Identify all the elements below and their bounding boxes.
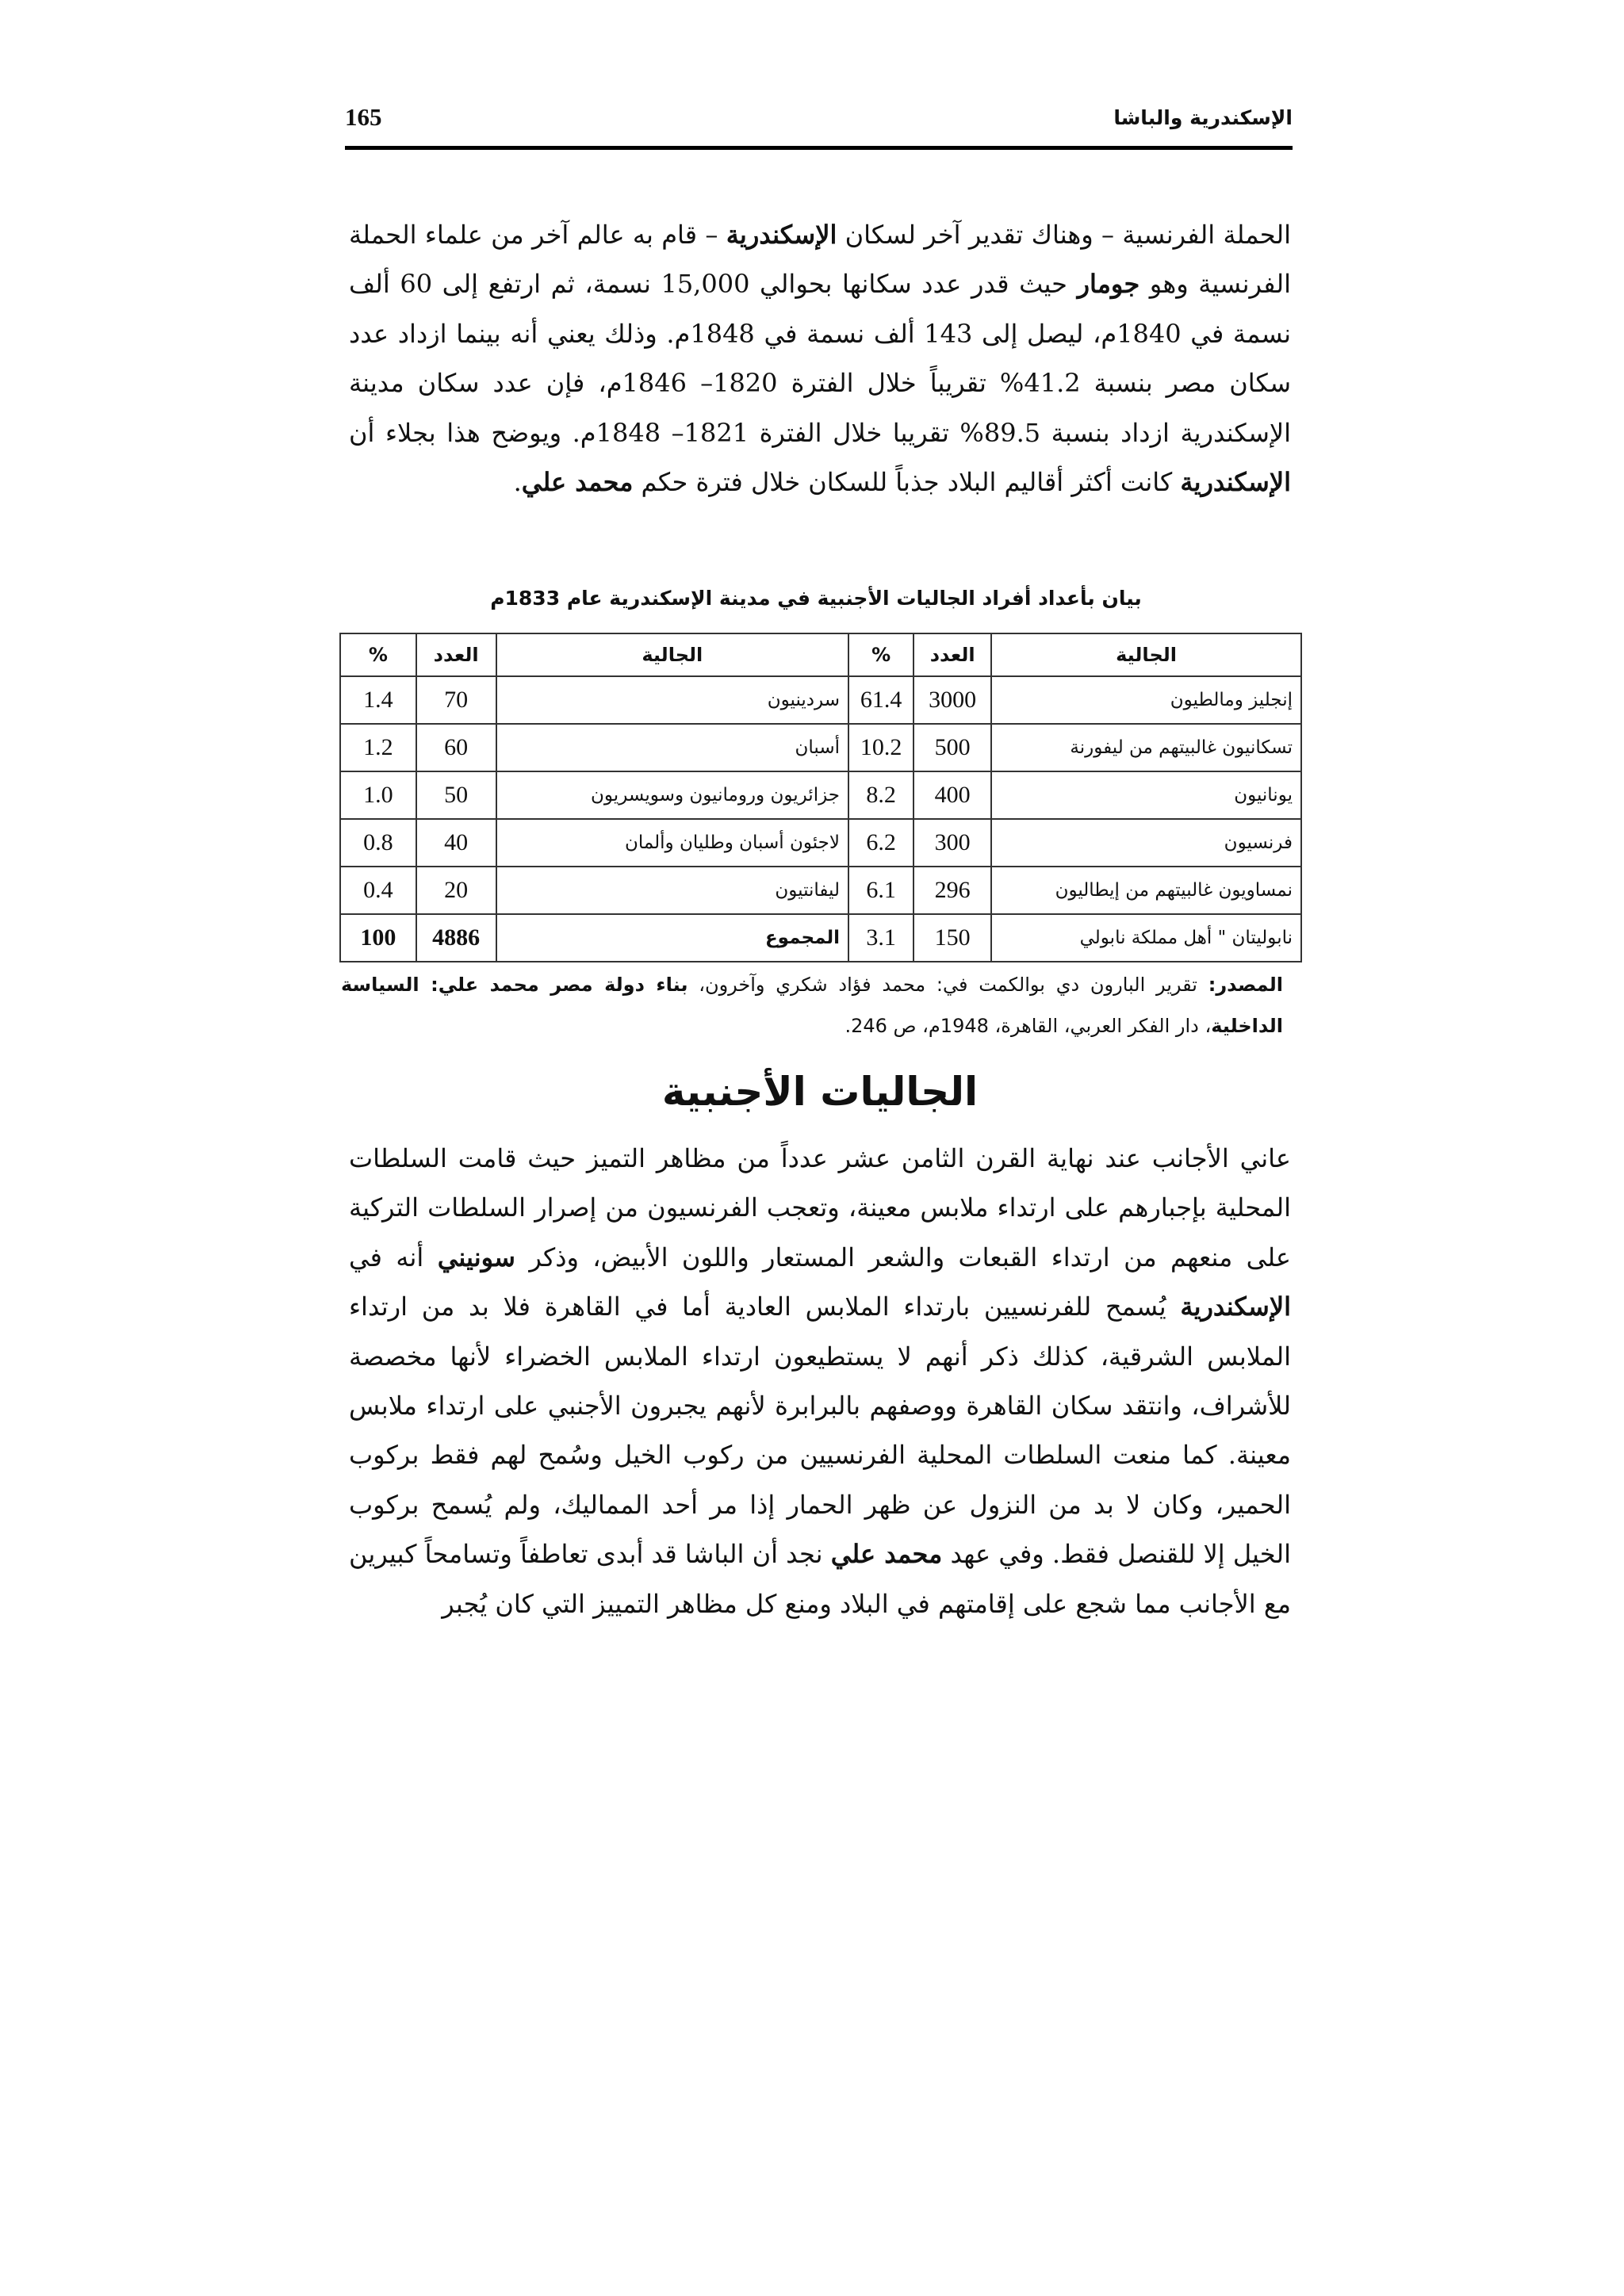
bold-term: بناء دولة مصر محمد علي: السياسة الداخلية [341,974,1283,1037]
cell-percent: 6.1 [848,867,914,914]
cell-count: 70 [416,676,496,724]
bold-term: سونيني [437,1242,515,1272]
cell-community: تسكانيون غالبيتهم من ليفورنة [991,724,1301,771]
cell-count: 60 [416,724,496,771]
cell-percent: 1.2 [340,724,416,771]
table-row [340,819,1301,867]
paragraph-foreign-communities [349,1134,1291,1628]
page-number: 165 [345,103,382,131]
cell-percent: 8.2 [848,771,914,819]
cell-community: ليفانتيون [496,867,848,914]
text-run: عاني الأجانب عند نهاية القرن الثامن عشر عدداً من مظاهر التميز حيث قامت السلطات المحلية بإجبارهم على ارتداء ملابس معينة، وتعجب الفرنسيون من إصرار السلطات التركية على منعهم من ارتداء القبعات والشعر المستعار واللون الأبيض، وذكر [349,1143,1292,1272]
cell-count: 300 [914,819,991,867]
text-run: نجد أن الباشا قد أبدى تعاطفاً وتسامحاً كبيرين مع الأجانب مما شجع على إقامتهم في البلاد ومنع كل مظاهر التمييز التي كان يُجبر [349,1539,1291,1619]
table-caption: بيان بأعداد أفراد الجاليات الأجنبية في مدينة الإسكندرية عام 1833م [490,587,1142,610]
table-row [340,676,1301,724]
cell-count: 20 [416,867,496,914]
text-run: الحملة الفرنسية – وهناك تقدير آخر لسكان [837,220,1292,250]
text-run: أنه في [349,1242,438,1272]
cell-total-count: 4886 [416,914,496,962]
header-rule [345,146,1293,150]
cell-count: 40 [416,819,496,867]
header-community: الجالية [991,633,1301,676]
table-row [340,771,1301,819]
cell-total-percent: 100 [340,914,416,962]
cell-community: جزائريون ورومانيون وسويسريون [496,771,848,819]
cell-count: 400 [914,771,991,819]
table-row [340,867,1301,914]
text-run: كانت أكثر أقاليم البلاد جذباً للسكان خلال فترة حكم [633,467,1181,498]
cell-community: نمساويون غالبيتهم من إيطاليون [991,867,1301,914]
header-community: الجالية [496,633,848,676]
text-run: حيث قدر عدد سكانها بحوالي 15,000 نسمة، ثم ارتفع إلى 60 ألف نسمة في 1840م، ليصل إلى 143 ألف نسمة في 1848م. وذلك يعني أنه بينما ازداد عدد سكان مصر بنسبة 41.2% تقريباً خلال الفترة 1820– 1846م، فإن عدد سكان مدينة الإسكندرية ازداد بنسبة 89.5% تقريبا خلال الفترة 1821– 1848م. ويوضح هذا بجلاء أن [349,269,1292,448]
table-source [341,964,1283,1047]
cell-percent: 0.4 [340,867,416,914]
cell-percent: 1.4 [340,676,416,724]
cell-percent: 61.4 [848,676,914,724]
table-header-row [340,633,1301,676]
text-run: ، دار الفكر العربي، القاهرة، 1948م، ص 246. [845,1015,1212,1037]
bold-term: محمد علي [521,467,634,498]
cell-percent: 3.1 [848,914,914,962]
bold-term: جومار [1077,269,1140,300]
cell-community: لاجئون أسبان وطليان وألمان [496,819,848,867]
bold-term: محمد علي [830,1539,943,1570]
header-count: العدد [416,633,496,676]
text-run: يُسمح للفرنسيين بارتداء الملابس العادية أما في القاهرة فلا بد من ارتداء الملابس الشرقية، كذلك ذكر أنهم لا يستطيعون ارتداء الملابس الخضراء لأنها مخصصة للأشراف، وانتقد سكان القاهرة ووصفهم بالبرابرة لأنهم يجبرون الأجنبي على ارتداء ملابس معينة. كما منعت السلطات المحلية الفرنسيين من ركوب الخيل وسُمح لهم فقط بركوب الحمير، وكان لا بد من النزول عن ظهر الحمار إذا مر أحد المماليك، ولم يُسمح بركوب الخيل إلا للقنصل فقط. وفي عهد [349,1292,1292,1570]
running-title: الإسكندرية والباشا [1113,106,1293,129]
bold-term: الإسكندرية [1180,467,1291,498]
text-run: . [513,467,522,498]
cell-count: 3000 [914,676,991,724]
page-header [345,103,1293,146]
cell-total-label: المجموع [496,914,848,962]
header-percent: % [340,633,416,676]
text-run: – قام به عالم آخر من علماء الحملة الفرنسية وهو [349,220,1292,300]
cell-count: 500 [914,724,991,771]
cell-community: يونانيون [991,771,1301,819]
cell-percent: 6.2 [848,819,914,867]
cell-count: 150 [914,914,991,962]
cell-percent: 1.0 [340,771,416,819]
cell-count: 50 [416,771,496,819]
paragraph-population [349,210,1291,507]
text-run: تقرير البارون دي بوالكمت في: محمد فؤاد شكري وآخرون، [688,974,1208,996]
communities-table [339,633,1302,962]
cell-community: فرنسيون [991,819,1301,867]
source-label: المصدر: [1208,974,1283,996]
cell-community: أسبان [496,724,848,771]
cell-percent: 0.8 [340,819,416,867]
cell-community: سردينيون [496,676,848,724]
bold-term: الإسكندرية [726,220,837,250]
header-percent: % [848,633,914,676]
table-row [340,724,1301,771]
cell-count: 296 [914,867,991,914]
section-title: الجاليات الأجنبية [661,1069,979,1115]
cell-community: إنجليز ومالطيون [991,676,1301,724]
header-count: العدد [914,633,991,676]
cell-percent: 10.2 [848,724,914,771]
table-row-total [340,914,1301,962]
cell-community: نابوليتان " أهل مملكة نابولي [991,914,1301,962]
bold-term: الإسكندرية [1180,1292,1291,1322]
